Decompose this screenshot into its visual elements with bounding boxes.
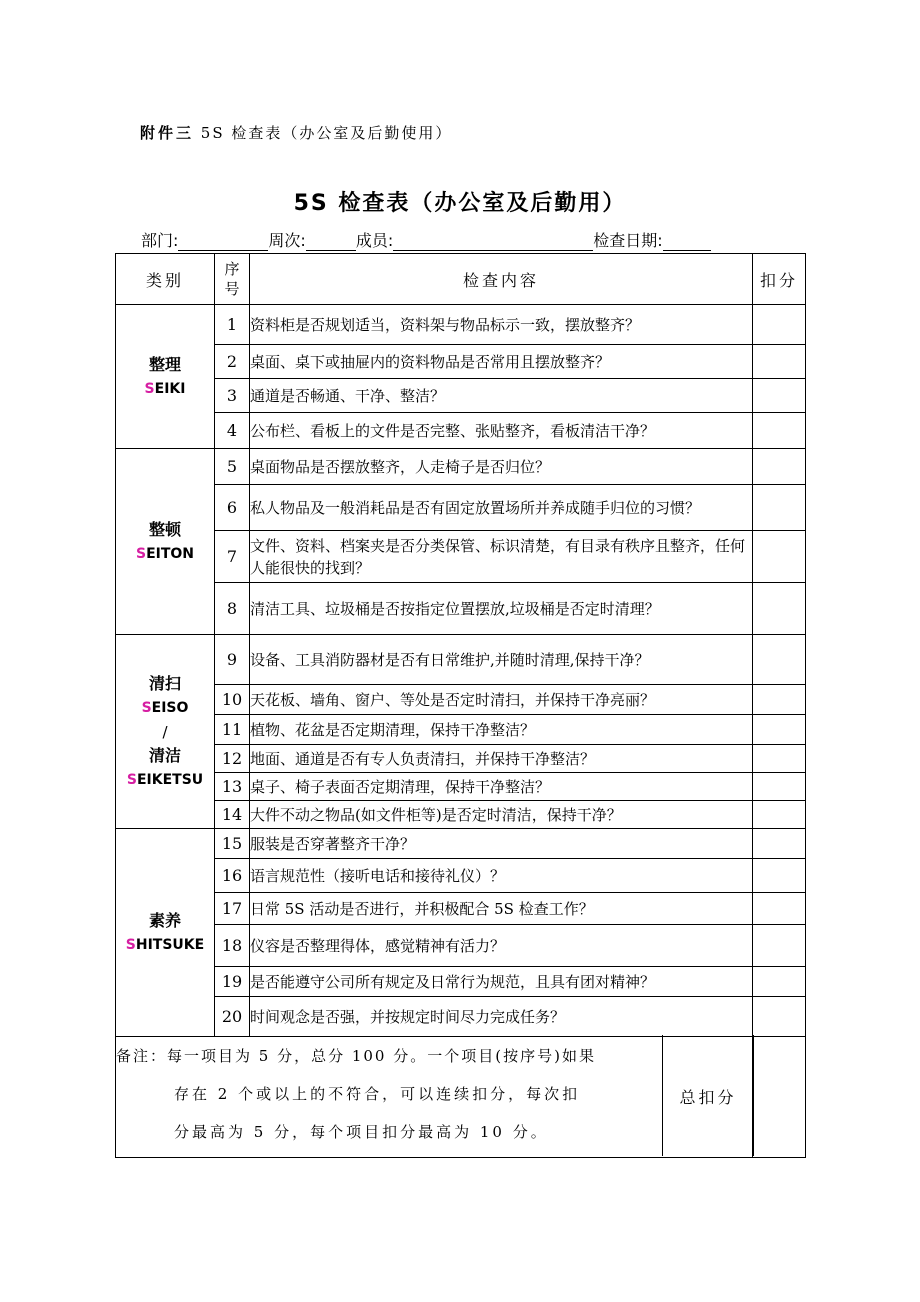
table-row [116, 967, 806, 997]
category-en-s: S [144, 380, 155, 397]
category-en-rest: EITON [146, 545, 195, 562]
item-no: 12 [215, 745, 250, 773]
category-seiso-seiketsu [116, 635, 215, 829]
total-deduct-label: 总扣分 [679, 1088, 737, 1107]
category-en-2 [116, 768, 214, 792]
table-row [116, 379, 806, 413]
category-cn: 整理 [148, 354, 181, 374]
item-text: 天花板、墙角、窗户、等处是否定时清扫，并保持干净亮丽？ [250, 685, 753, 715]
category-en2-s: S [126, 771, 137, 788]
category-en [116, 696, 214, 720]
item-text: 桌面、桌下或抽屉内的资料物品是否常用且摆放整齐？ [250, 345, 753, 379]
category-en-s: S [141, 699, 152, 716]
item-text: 设备、工具消防器材是否有日常维护,并随时清理,保持干净？ [250, 635, 753, 685]
item-text: 语言规范性（接听电话和接待礼仪）？ [250, 859, 753, 893]
item-text: 清洁工具、垃圾桶是否按指定位置摆放,垃圾桶是否定时清理？ [250, 583, 753, 635]
item-no: 11 [215, 715, 250, 745]
table-row [116, 413, 806, 449]
item-no: 5 [215, 449, 250, 485]
table-row [116, 345, 806, 379]
item-text: 仪容是否整理得体，感觉精神有活力？ [250, 925, 753, 967]
item-no: 18 [215, 925, 250, 967]
table-row [116, 583, 806, 635]
table-row [116, 859, 806, 893]
week-field[interactable] [306, 232, 356, 251]
table-row [116, 829, 806, 859]
item-text: 大件不动之物品(如文件柜等)是否定时清洁，保持干净？ [250, 801, 753, 829]
table-row [116, 925, 806, 967]
header-seq: 序号 [215, 254, 250, 305]
table-row [116, 635, 806, 685]
deduct-cell[interactable] [753, 893, 806, 925]
deduct-cell[interactable] [753, 413, 806, 449]
item-text: 桌面物品是否摆放整齐，人走椅子是否归位？ [250, 449, 753, 485]
table-row [116, 531, 806, 583]
table-row [116, 485, 806, 531]
category-en-rest: EIKI [154, 380, 186, 397]
item-no: 19 [215, 967, 250, 997]
category-en-s: S [125, 936, 136, 953]
attachment-line [140, 122, 452, 143]
attachment-text: 5S 检查表（办公室及后勤使用） [194, 124, 453, 142]
note-line-1: 备注：每一项目为 5 分，总分 100 分。一个项目(按序号)如果 [116, 1047, 596, 1065]
item-text: 日常 5S 活动是否进行，并积极配合 5S 检查工作？ [250, 893, 753, 925]
item-no: 16 [215, 859, 250, 893]
header-row [116, 254, 806, 305]
item-no: 10 [215, 685, 250, 715]
category-en-s: S [135, 545, 147, 562]
item-no: 7 [215, 531, 250, 583]
deduct-cell[interactable] [753, 305, 806, 345]
deduct-cell[interactable] [753, 997, 806, 1037]
deduct-cell[interactable] [753, 967, 806, 997]
item-text: 是否能遵守公司所有规定及日常行为规范，且具有团对精神？ [250, 967, 753, 997]
item-text: 公布栏、看板上的文件是否完整、张贴整齐，看板清洁干净？ [250, 413, 753, 449]
item-text: 资料柜是否规划适当，资料架与物品标示一致，摆放整齐？ [250, 305, 753, 345]
header-content: 检查内容 [250, 254, 753, 305]
item-text: 服装是否穿著整齐干净？ [250, 829, 753, 859]
dept-field[interactable] [178, 232, 268, 251]
item-no: 6 [215, 485, 250, 531]
total-deduct-value[interactable] [753, 1037, 806, 1158]
category-cn: 整顿 [148, 519, 181, 539]
deduct-cell[interactable] [753, 801, 806, 829]
item-no: 14 [215, 801, 250, 829]
item-no: 4 [215, 413, 250, 449]
table-row [116, 801, 806, 829]
category-separator: / [162, 722, 168, 741]
note-line-3: 分最高为 5 分，每个项目扣分最高为 10 分。 [174, 1123, 549, 1141]
header-deduct: 扣分 [753, 254, 806, 305]
category-cn: 素养 [148, 910, 181, 930]
date-label: 检查日期: [593, 231, 663, 250]
checklist-table [115, 253, 806, 1158]
header-category: 类别 [116, 254, 215, 305]
item-no: 3 [215, 379, 250, 413]
item-no: 8 [215, 583, 250, 635]
item-text: 文件、资料、档案夹是否分类保管、标识清楚，有目录有秩序且整齐，任何人能很快的找到？ [250, 531, 753, 583]
item-text: 时间观念是否强，并按规定时间尽力完成任务？ [250, 997, 753, 1037]
note-cell [116, 1037, 753, 1158]
member-field[interactable] [393, 232, 593, 251]
form-meta-line [141, 228, 711, 251]
item-text: 通道是否畅通、干净、整洁？ [250, 379, 753, 413]
item-no: 20 [215, 997, 250, 1037]
table-row [116, 745, 806, 773]
deduct-cell[interactable] [753, 635, 806, 685]
deduct-cell[interactable] [753, 485, 806, 531]
item-no: 9 [215, 635, 250, 685]
item-no: 15 [215, 829, 250, 859]
deduct-cell[interactable] [753, 773, 806, 801]
category-seiton [116, 449, 215, 635]
item-text: 桌子、椅子表面否定期清理，保持干净整洁？ [250, 773, 753, 801]
category-cn-2: 清洁 [148, 745, 181, 765]
deduct-cell[interactable] [753, 379, 806, 413]
category-shitsuke [116, 829, 215, 1037]
deduct-cell[interactable] [753, 715, 806, 745]
deduct-cell[interactable] [753, 449, 806, 485]
item-text: 私人物品及一般消耗品是否有固定放置场所并养成随手归位的习惯？ [250, 485, 753, 531]
deduct-cell[interactable] [753, 531, 806, 583]
item-no: 13 [215, 773, 250, 801]
dept-label: 部门: [141, 231, 179, 250]
table-row [116, 715, 806, 745]
table-row [116, 305, 806, 345]
week-label: 周次: [268, 231, 306, 250]
date-field[interactable] [663, 232, 711, 251]
note-line-2: 存在 2 个或以上的不符合，可以连续扣分，每次扣 [174, 1085, 581, 1103]
deduct-cell[interactable] [753, 345, 806, 379]
table-row [116, 893, 806, 925]
item-no: 17 [215, 893, 250, 925]
category-en-rest: EISO [151, 699, 189, 716]
deduct-cell[interactable] [753, 859, 806, 893]
category-en2-rest: EIKETSU [136, 771, 204, 788]
category-en [116, 377, 214, 401]
category-en-rest: HITSUKE [135, 936, 205, 953]
deduct-cell[interactable] [753, 745, 806, 773]
table-row [116, 997, 806, 1037]
attachment-prefix: 附件三 [140, 124, 195, 142]
item-text: 地面、通道是否有专人负责清扫，并保持干净整洁？ [250, 745, 753, 773]
table-row [116, 685, 806, 715]
item-no: 1 [215, 305, 250, 345]
item-text: 植物、花盆是否定期清理，保持干净整洁？ [250, 715, 753, 745]
category-en [116, 542, 214, 566]
page-title: 5S 检查表（办公室及后勤用） [293, 191, 627, 216]
table-row [116, 773, 806, 801]
item-no: 2 [215, 345, 250, 379]
deduct-cell[interactable] [753, 829, 806, 859]
category-cn: 清扫 [148, 673, 181, 693]
total-deduct-box [662, 1035, 754, 1156]
category-en [116, 933, 214, 957]
deduct-cell[interactable] [753, 583, 806, 635]
category-seiri [116, 305, 215, 449]
deduct-cell[interactable] [753, 925, 806, 967]
table-row [116, 449, 806, 485]
member-label: 成员: [355, 231, 394, 250]
deduct-cell[interactable] [753, 685, 806, 715]
